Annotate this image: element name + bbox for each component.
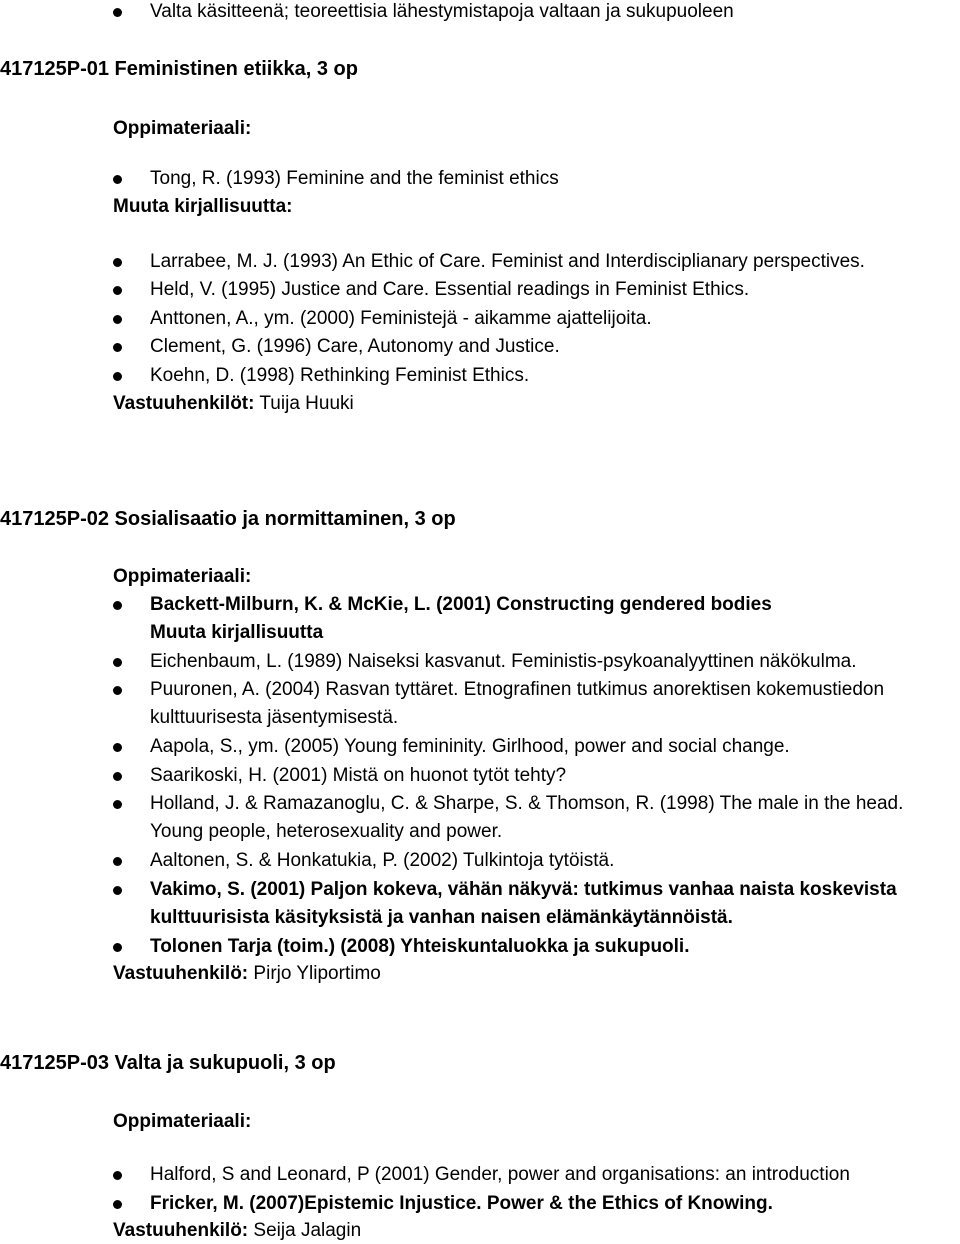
list-item: Aaltonen, S. & Honkatukia, P. (2002) Tulkintoja tytöistä. [150,850,615,871]
materials-label: Oppimateriaali: [113,1111,252,1132]
bullet-icon [113,601,122,610]
responsible-label: Vastuuhenkilö: [113,1220,249,1241]
responsible-label: Vastuuhenkilö: [113,963,249,984]
list-item: Fricker, M. (2007)Epistemic Injustice. Power & the Ethics of Knowing. [150,1193,773,1214]
list-item: Anttonen, A., ym. (2000) Feministejä - aikamme ajattelijoita. [150,308,652,329]
list-item: Backett-Milburn, K. & McKie, L. (2001) Constructing gendered bodies [150,594,772,615]
list-item-continuation: Young people, heterosexuality and power. [150,821,503,842]
course-title: 417125P-02 Sosialisaatio ja normittaminen, 3 op [0,508,456,530]
list-item: Tolonen Tarja (toim.) (2008) Yhteiskuntaluokka ja sukupuoli. [150,936,690,957]
bullet-icon [113,658,122,667]
materials-label: Oppimateriaali: [113,566,252,587]
bullet-icon [113,943,122,952]
list-item: Held, V. (1995) Justice and Care. Essential readings in Feminist Ethics. [150,279,750,300]
bullet-icon [113,175,122,184]
responsible-row [113,1219,361,1243]
list-item-continuation: kulttuurisesta jäsentymisestä. [150,707,399,728]
responsible-row [113,962,381,986]
bullet-icon [113,1171,122,1180]
list-item: Valta käsitteenä; teoreettisia lähestymistapoja valtaan ja sukupuoleen [150,1,734,22]
bullet-icon [113,743,122,752]
bullet-icon [113,686,122,695]
list-item: Clement, G. (1996) Care, Autonomy and Justice. [150,336,560,357]
bullet-icon [113,8,122,17]
bullet-icon [113,343,122,352]
other-literature-label: Muuta kirjallisuutta [150,622,324,643]
list-item: Saarikoski, H. (2001) Mistä on huonot tytöt tehty? [150,765,567,786]
other-literature-label: Muuta kirjallisuutta: [113,196,293,217]
course-title: 417125P-03 Valta ja sukupuoli, 3 op [0,1052,336,1074]
list-item: Tong, R. (1993) Feminine and the feminist ethics [150,168,559,189]
list-item: Aapola, S., ym. (2005) Young femininity. Girlhood, power and social change. [150,736,790,757]
list-item: Halford, S and Leonard, P (2001) Gender, power and organisations: an introduction [150,1164,850,1185]
list-item: Puuronen, A. (2004) Rasvan tyttäret. Etnografinen tutkimus anorektisen kokemustiedon [150,679,885,700]
bullet-icon [113,800,122,809]
bullet-icon [113,372,122,381]
list-item: Holland, J. & Ramazanoglu, C. & Sharpe, S. & Thomson, R. (1998) The male in the head. [150,793,904,814]
bullet-icon [113,772,122,781]
list-item: Larrabee, M. J. (1993) An Ethic of Care. Feminist and Interdisciplianary perspectives. [150,251,865,272]
list-item: Eichenbaum, L. (1989) Naiseksi kasvanut. Feministis-psykoanalyyttinen näkökulma. [150,651,857,672]
responsible-name: Pirjo Yliportimo [253,963,381,984]
bullet-icon [113,315,122,324]
responsible-name: Tuija Huuki [259,393,354,414]
responsible-row [113,392,354,416]
materials-label: Oppimateriaali: [113,118,252,139]
list-item: Koehn, D. (1998) Rethinking Feminist Ethics. [150,365,530,386]
bullet-icon [113,857,122,866]
list-item: Vakimo, S. (2001) Paljon kokeva, vähän näkyvä: tutkimus vanhaa naista koskevista [150,879,897,900]
list-item-continuation: kulttuurisista käsityksistä ja vanhan naisen elämänkäytännöistä. [150,907,733,928]
bullet-icon [113,258,122,267]
responsible-label: Vastuuhenkilöt: [113,393,255,414]
responsible-name: Seija Jalagin [253,1220,362,1241]
bullet-icon [113,886,122,895]
bullet-icon [113,1200,122,1209]
course-title: 417125P-01 Feministinen etiikka, 3 op [0,58,358,80]
bullet-icon [113,286,122,295]
